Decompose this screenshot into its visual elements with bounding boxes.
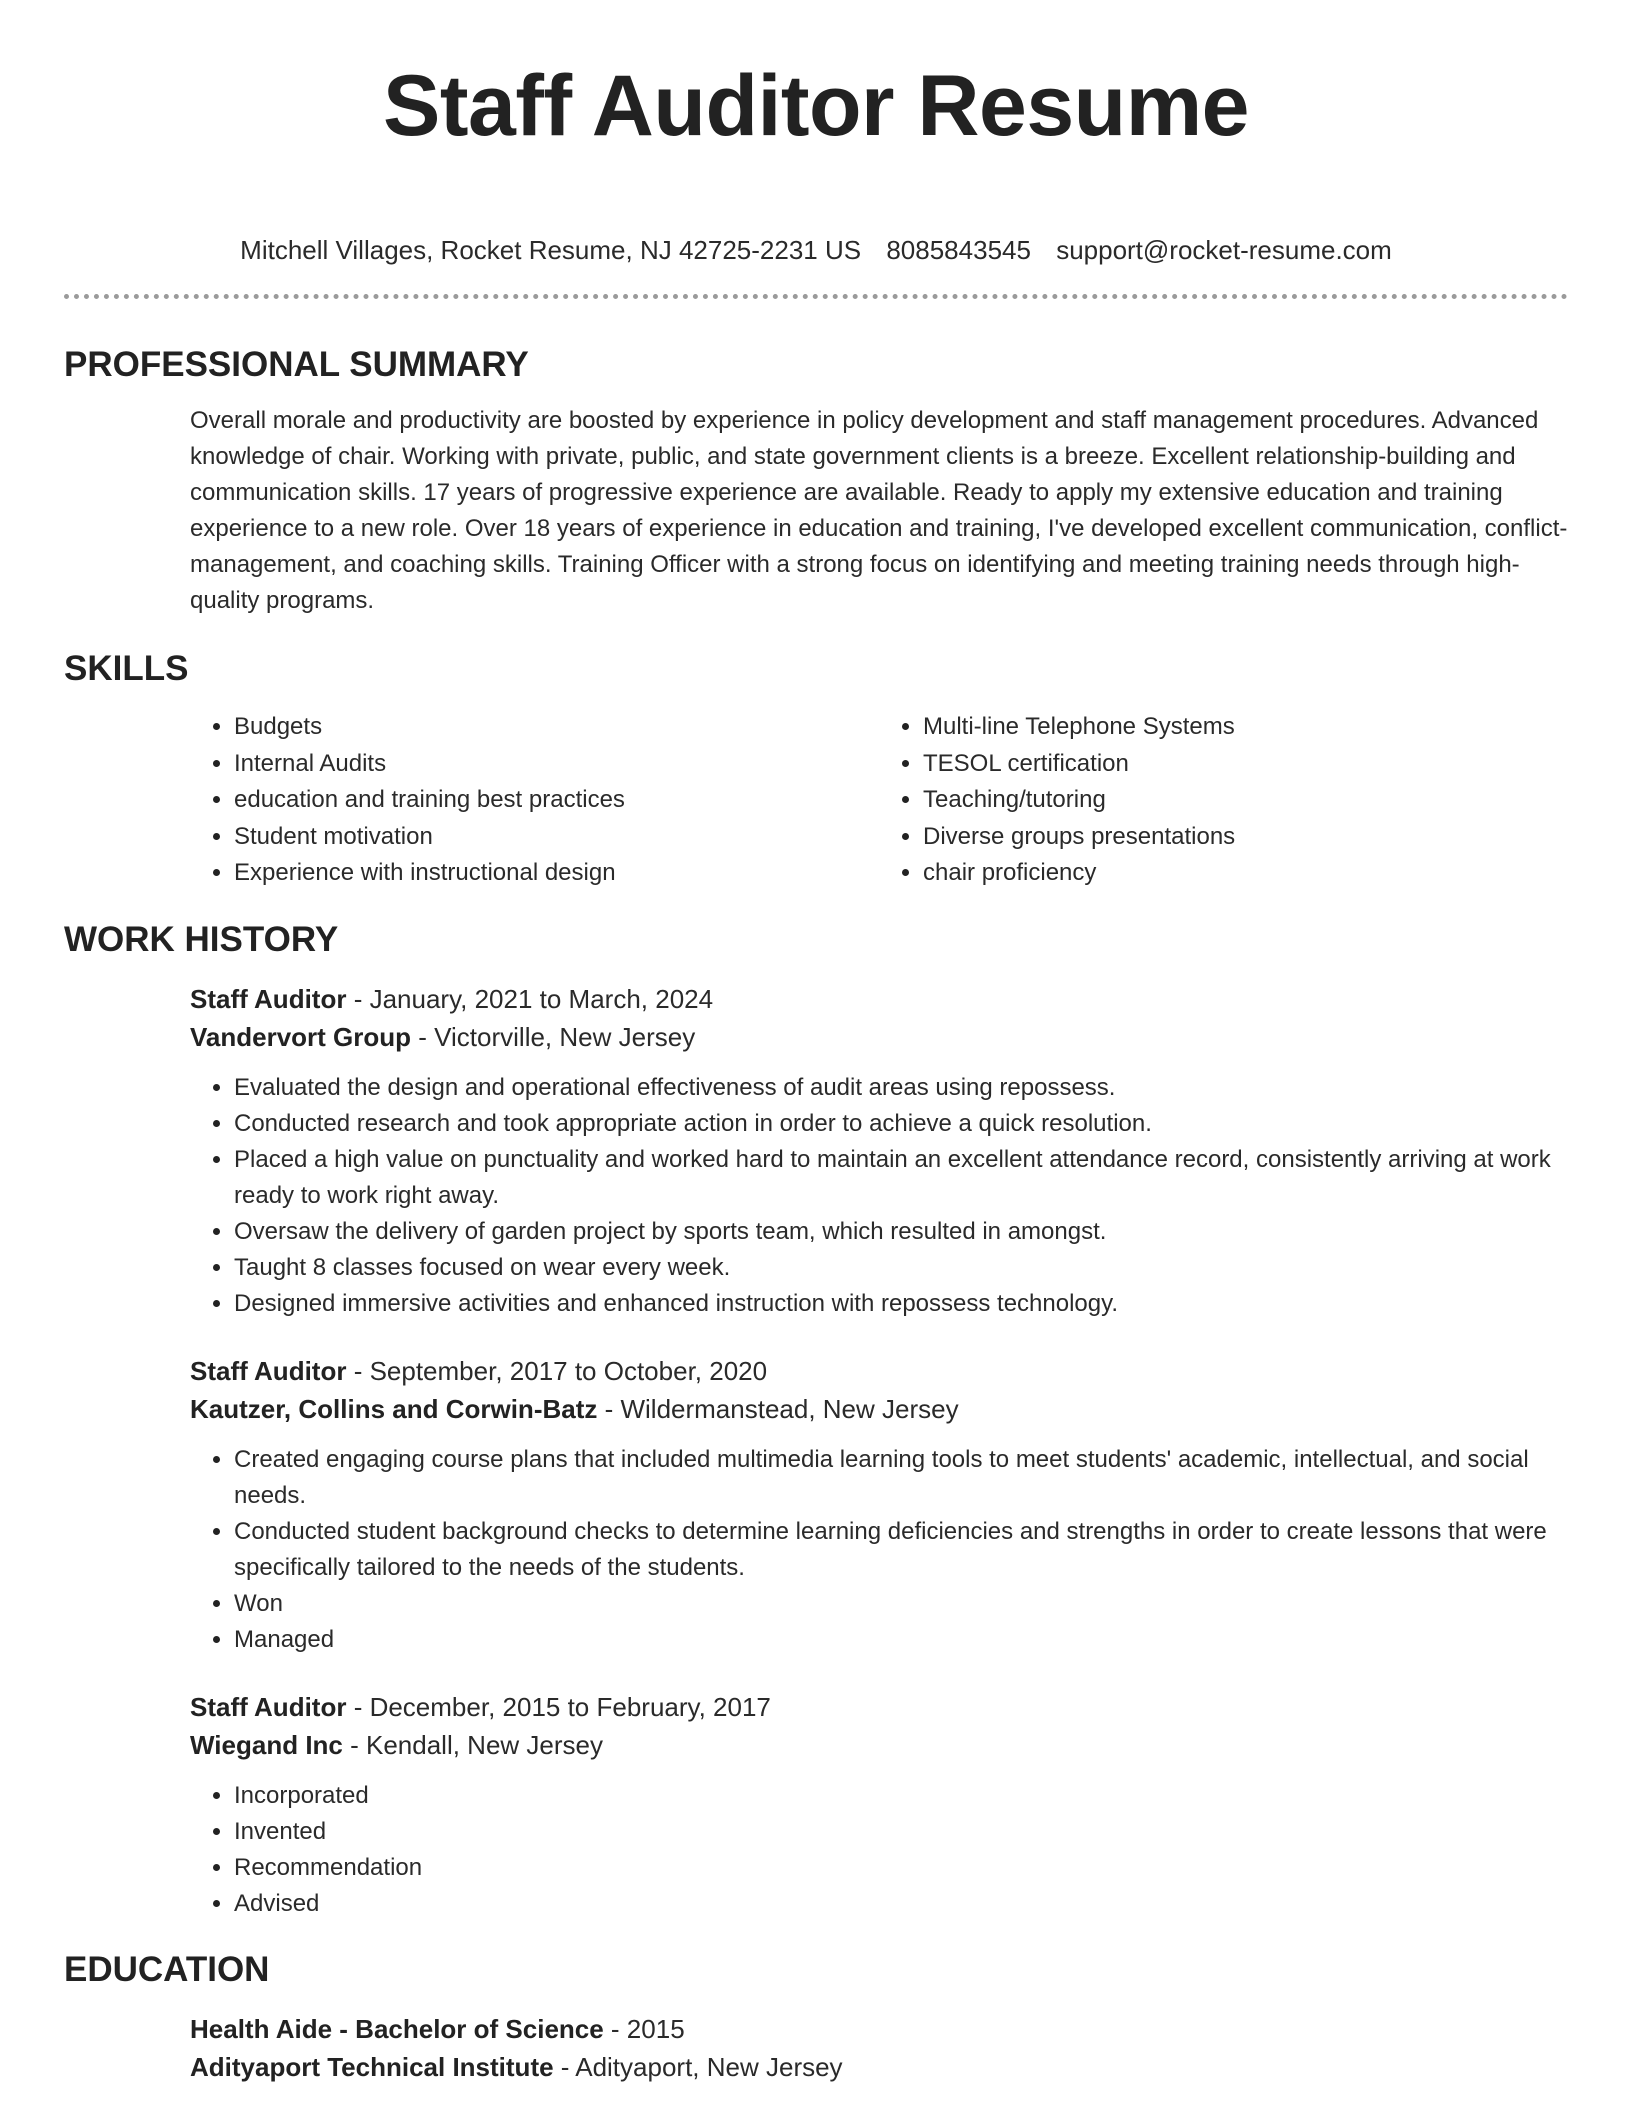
skills-list-left xyxy=(190,709,879,892)
skill-item: • chair proficiency xyxy=(923,855,1568,892)
job-bullet: • Evaluated the design and operational effectiveness of audit areas using repossess. xyxy=(234,1070,1568,1106)
job-dates: - January, 2021 to March, 2024 xyxy=(346,983,714,1014)
resume-title: Staff Auditor Resume xyxy=(383,58,1249,154)
resume-page xyxy=(64,0,1568,2086)
skills-section xyxy=(64,647,1568,892)
job-bullet: • Created engaging course plans that included multimedia learning tools to meet students' academic, intellectual, and social needs. xyxy=(234,1442,1568,1514)
job-bullets xyxy=(190,1070,1568,1322)
contact-address: Mitchell Villages, Rocket Resume, NJ 42725-2231 US xyxy=(240,235,862,265)
job-company: Wiegand Inc xyxy=(190,1729,343,1760)
job-bullet: • Conducted research and took appropriate action in order to achieve a quick resolution. xyxy=(234,1106,1568,1142)
skills-columns xyxy=(190,709,1568,892)
job-location: - Victorville, New Jersey xyxy=(411,1021,696,1052)
section-heading: SKILLS xyxy=(64,649,189,688)
job-company: Kautzer, Collins and Corwin-Batz xyxy=(190,1393,598,1424)
section-heading: WORK HISTORY xyxy=(64,919,339,959)
skill-item: • Teaching/tutoring xyxy=(923,782,1568,819)
job-bullet: • Recommendation xyxy=(234,1850,1568,1886)
job-bullet: • Taught 8 classes focused on wear every week. xyxy=(234,1250,1568,1286)
skill-item: • Internal Audits xyxy=(234,746,879,783)
job-title-line xyxy=(190,980,1568,1018)
job-bullets xyxy=(190,1778,1568,1922)
job-bullet: • Won xyxy=(234,1586,1568,1622)
job-bullets xyxy=(190,1442,1568,1658)
school-line xyxy=(190,2048,1568,2086)
job-title: Staff Auditor xyxy=(190,1355,347,1386)
skills-list-right xyxy=(879,709,1568,892)
job-bullet: • Conducted student background checks to determine learning deficiencies and strengths in order to create lessons that were specifically tailored to the needs of the students. xyxy=(234,1514,1568,1586)
job-bullet: • Designed immersive activities and enhanced instruction with repossess technology. xyxy=(234,1286,1568,1322)
school-name: Adityaport Technical Institute xyxy=(190,2051,554,2082)
degree-line xyxy=(190,2010,1568,2048)
summary-text: Overall morale and productivity are boosted by experience in policy development and staff management procedures. Advanced knowledge of chair. Working with private, public, and state government clients is a breeze. Excellent relationship-building and communication skills. 17 years of progressive experience are available. Ready to apply my extensive education and training experience to a new role. Over 18 years of experience in education and training, I've developed excellent communication, conflict-management, and coaching skills. Training Officer with a strong focus on identifying and meeting training needs through high-quality programs. xyxy=(190,407,1568,614)
job-company-line xyxy=(190,1726,1568,1764)
job-title-line xyxy=(190,1352,1568,1390)
job-title-line xyxy=(190,1688,1568,1726)
job-location: - Kendall, New Jersey xyxy=(342,1729,603,1760)
job-bullet: • Incorporated xyxy=(234,1778,1568,1814)
skill-item: • Student motivation xyxy=(234,819,879,856)
job-dates: - December, 2015 to February, 2017 xyxy=(346,1691,771,1722)
header-divider xyxy=(64,294,1568,299)
job-location: - Wildermanstead, New Jersey xyxy=(597,1393,959,1424)
job-dates: - September, 2017 to October, 2020 xyxy=(346,1355,768,1386)
job-title: Staff Auditor xyxy=(190,983,347,1014)
work-history-section xyxy=(64,918,1568,1922)
education-section xyxy=(64,1948,1568,2086)
summary-section xyxy=(64,343,1568,619)
job-entry xyxy=(190,980,1568,1322)
degree: Health Aide - Bachelor of Science xyxy=(190,2013,604,2044)
section-heading: EDUCATION xyxy=(64,1949,270,1989)
graduation-year: - 2015 xyxy=(603,2013,685,2044)
skill-item: • education and training best practices xyxy=(234,782,879,819)
education-entry xyxy=(190,2010,1568,2086)
job-bullet: • Invented xyxy=(234,1814,1568,1850)
skill-item: • Budgets xyxy=(234,709,879,746)
job-company-line xyxy=(190,1390,1568,1428)
skill-item: • TESOL certification xyxy=(923,746,1568,783)
job-bullet: • Managed xyxy=(234,1622,1568,1658)
job-bullet: • Oversaw the delivery of garden project by sports team, which resulted in amongst. xyxy=(234,1214,1568,1250)
job-entry xyxy=(190,1688,1568,1922)
job-company: Vandervort Group xyxy=(190,1021,412,1052)
job-company-line xyxy=(190,1018,1568,1056)
skill-item: • Experience with instructional design xyxy=(234,855,879,892)
job-bullet: • Placed a high value on punctuality and worked hard to maintain an excellent attendance record, consistently arriving at work ready to work right away. xyxy=(234,1142,1568,1214)
skill-item: • Multi-line Telephone Systems xyxy=(923,709,1568,746)
skill-item: • Diverse groups presentations xyxy=(923,819,1568,856)
section-heading: PROFESSIONAL SUMMARY xyxy=(64,345,529,384)
contact-line xyxy=(64,232,1568,268)
job-entry xyxy=(190,1352,1568,1658)
contact-phone: 8085843545 xyxy=(886,235,1031,265)
job-bullet: • Advised xyxy=(234,1886,1568,1922)
contact-email: support@rocket-resume.com xyxy=(1056,235,1392,265)
school-location: - Adityaport, New Jersey xyxy=(553,2051,843,2082)
job-title: Staff Auditor xyxy=(190,1691,347,1722)
